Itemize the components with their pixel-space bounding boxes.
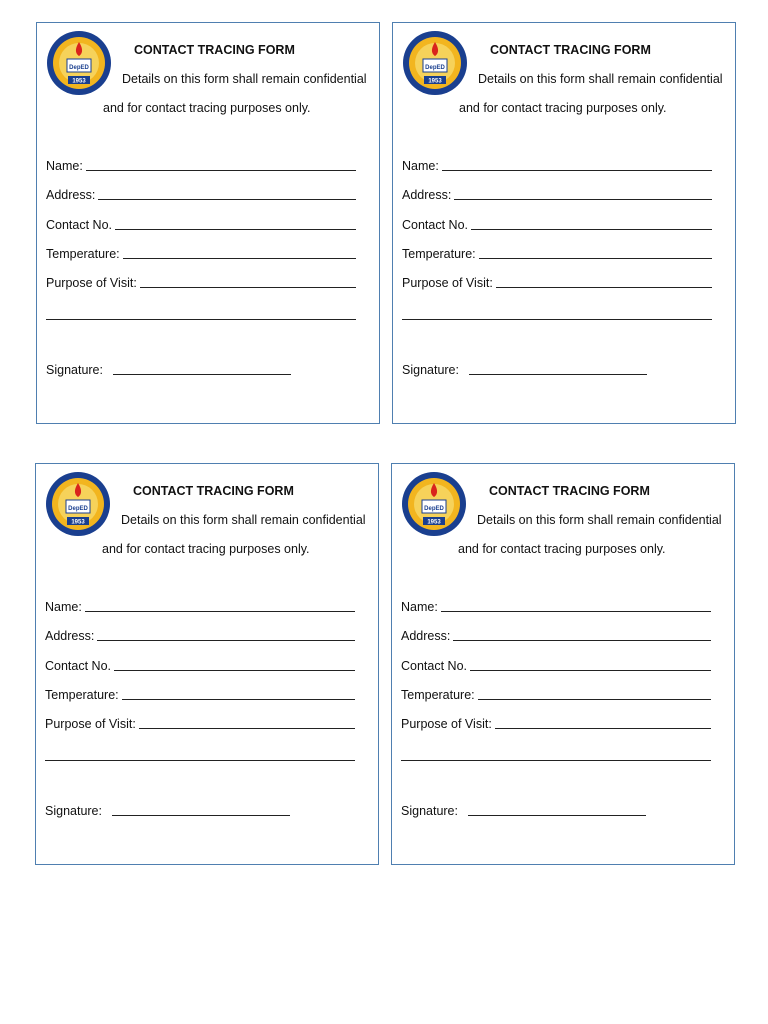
purpose-field[interactable]: Purpose of Visit: <box>402 276 712 290</box>
address-field[interactable]: Address: <box>46 188 356 202</box>
temperature-field[interactable]: Temperature: <box>401 688 711 702</box>
contact-form-card-1 <box>36 22 380 424</box>
purpose-extra-line[interactable] <box>46 319 356 320</box>
school-seal-logo <box>45 471 111 537</box>
purpose-field[interactable]: Purpose of Visit: <box>401 717 711 731</box>
signature-field[interactable]: Signature: <box>46 363 291 377</box>
temperature-field[interactable]: Temperature: <box>46 247 356 261</box>
svg-text:DepED: DepED <box>424 506 444 512</box>
contact-form-card-2 <box>392 22 736 424</box>
contact-field[interactable]: Contact No. <box>401 659 711 673</box>
signature-field[interactable]: Signature: <box>402 363 647 377</box>
name-field[interactable]: Name: <box>401 600 711 614</box>
contact-form-card-3 <box>35 463 379 865</box>
purpose-extra-line[interactable] <box>402 319 712 320</box>
school-seal-logo <box>402 30 468 96</box>
notice-line-1: Details on this form shall remain confidential <box>122 72 367 86</box>
contact-field[interactable]: Contact No. <box>402 218 712 232</box>
notice-line-2: and for contact tracing purposes only. <box>103 101 311 115</box>
svg-text:DepED: DepED <box>68 506 88 512</box>
svg-text:1953: 1953 <box>427 519 441 526</box>
temperature-field[interactable]: Temperature: <box>45 688 355 702</box>
name-field[interactable]: Name: <box>402 159 712 173</box>
svg-text:1953: 1953 <box>71 519 85 526</box>
school-seal-logo <box>46 30 112 96</box>
svg-text:DepED: DepED <box>425 65 445 71</box>
address-field[interactable]: Address: <box>45 629 355 643</box>
temperature-field[interactable]: Temperature: <box>402 247 712 261</box>
form-title: CONTACT TRACING FORM <box>489 484 650 498</box>
notice-line-1: Details on this form shall remain confidential <box>121 513 366 527</box>
notice-line-2: and for contact tracing purposes only. <box>102 542 310 556</box>
name-field[interactable]: Name: <box>46 159 356 173</box>
address-field[interactable]: Address: <box>401 629 711 643</box>
svg-text:1953: 1953 <box>428 78 442 85</box>
notice-line-1: Details on this form shall remain confidential <box>477 513 722 527</box>
purpose-extra-line[interactable] <box>45 760 355 761</box>
form-title: CONTACT TRACING FORM <box>134 43 295 57</box>
purpose-field[interactable]: Purpose of Visit: <box>46 276 356 290</box>
form-title: CONTACT TRACING FORM <box>133 484 294 498</box>
address-field[interactable]: Address: <box>402 188 712 202</box>
form-title: CONTACT TRACING FORM <box>490 43 651 57</box>
contact-form-card-4 <box>391 463 735 865</box>
notice-line-1: Details on this form shall remain confidential <box>478 72 723 86</box>
svg-text:1953: 1953 <box>72 78 86 85</box>
name-field[interactable]: Name: <box>45 600 355 614</box>
contact-field[interactable]: Contact No. <box>45 659 355 673</box>
notice-line-2: and for contact tracing purposes only. <box>459 101 667 115</box>
signature-field[interactable]: Signature: <box>45 804 290 818</box>
signature-field[interactable]: Signature: <box>401 804 646 818</box>
school-seal-logo <box>401 471 467 537</box>
notice-line-2: and for contact tracing purposes only. <box>458 542 666 556</box>
contact-field[interactable]: Contact No. <box>46 218 356 232</box>
svg-text:DepED: DepED <box>69 65 89 71</box>
purpose-field[interactable]: Purpose of Visit: <box>45 717 355 731</box>
purpose-extra-line[interactable] <box>401 760 711 761</box>
